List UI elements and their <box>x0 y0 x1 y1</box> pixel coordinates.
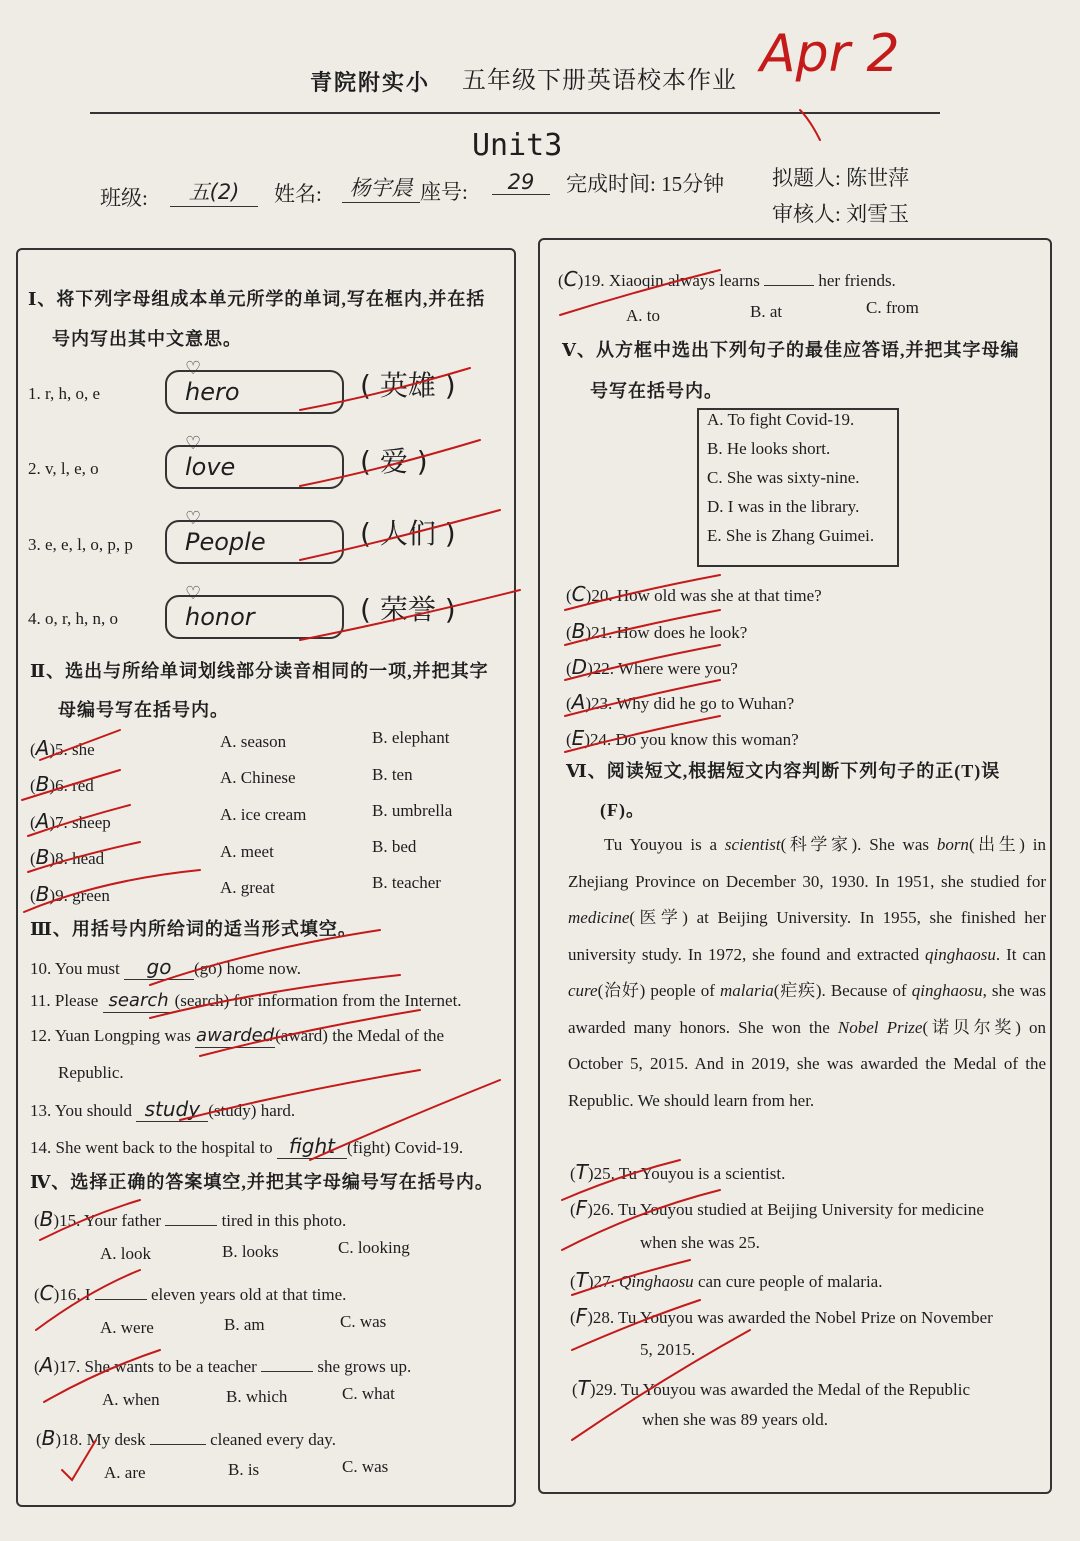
s3-q12: 12. Yuan Longping was awarded(award) the Medal of the <box>30 1025 445 1046</box>
s5-option-e: E. She is Zhang Guimei. <box>707 526 875 545</box>
s4-q16-c: C. was <box>340 1312 387 1331</box>
name-value: 杨宇晨 <box>342 172 420 203</box>
class-field <box>170 176 258 207</box>
s4-q16-b: B. am <box>224 1315 265 1334</box>
s4-q18: (B)18. My desk cleaned every day. <box>36 1426 336 1450</box>
section2-title-cont: 母编号写在括号内。 <box>58 700 229 720</box>
s1-word-box-3 <box>165 508 344 564</box>
s1-word-1: hero <box>185 378 240 406</box>
seat-value: 29 <box>492 170 550 195</box>
section5-title: Ⅴ、从方框中选出下列句子的最佳应答语,并把其字母编 <box>562 340 1020 360</box>
section2-title: Ⅱ、选出与所给单词划线部分读音相同的一项,并把其字 <box>30 661 489 681</box>
s5-q23: (A)23. Why did he go to Wuhan? <box>566 690 795 714</box>
unit-title: Unit3 <box>472 128 563 163</box>
s4-q18-b: B. is <box>228 1460 260 1479</box>
s2-opt-b-5: B. elephant <box>372 728 450 747</box>
heart-icon: ♡ <box>185 358 202 378</box>
s1-cn-3: ( 人们 ) <box>360 517 456 550</box>
s2-row-5: (A)5. she <box>30 736 95 760</box>
s6-q27: (T)27. Qinghaosu can cure people of malaria. <box>570 1268 883 1292</box>
s6-q28: (F)28. Tu Youyou was awarded the Nobel Prize on November <box>570 1304 993 1328</box>
time-label: 完成时间: 15分钟 <box>566 172 725 196</box>
s4-q15-a: A. look <box>100 1244 151 1263</box>
seat-field <box>492 170 550 195</box>
s1-word-2: love <box>185 453 236 481</box>
s1-q2: 2. v, l, e, o <box>28 459 99 478</box>
name-field <box>342 172 420 203</box>
heart-icon: ♡ <box>185 433 202 453</box>
header-divider <box>90 112 940 114</box>
s4-q18-a: A. are <box>104 1463 146 1482</box>
s1-cn-2: ( 爱 ) <box>360 445 428 478</box>
s4-q17-a: A. when <box>102 1390 160 1409</box>
section3-title: Ⅲ、用括号内所给词的适当形式填空。 <box>30 919 357 939</box>
s5-q24: (E)24. Do you know this woman? <box>566 726 799 750</box>
s6-q26: (F)26. Tu Youyou studied at Beijing University for medicine <box>570 1196 984 1220</box>
s2-opt-b-9: B. teacher <box>372 873 441 892</box>
section4-title: Ⅳ、选择正确的答案填空,并把其字母编号写在括号内。 <box>30 1172 494 1192</box>
s2-opt-a-6: A. Chinese <box>220 768 296 787</box>
reading-passage: Tu Youyou is a scientist(科学家). She was born(出生) in Zhejiang Province on December 30, 1930. In 1951, she studied for medicine(医学) at Beijing University. In 1955, she finished her university study. In 1972, she found and extracted qinghaosu. It can cure(治好) people of malaria(疟疾). Because of qinghaosu, she was awarded many honors. She won the Nobel Prize(诺贝尔奖) on October 5, 2015. And in 2019, she was awarded the Medal of the Republic. We should learn from her. <box>568 835 1047 1110</box>
s3-q10: 10. You must go (go) home now. <box>30 955 302 979</box>
s6-q25: (T)25. Tu Youyou is a scientist. <box>570 1160 786 1184</box>
worksheet-title: 五年级下册英语校本作业 <box>462 68 737 94</box>
s2-row-8: (B)8. head <box>30 845 105 869</box>
s5-option-a: A. To fight Covid-19. <box>707 410 855 429</box>
section1-title: Ⅰ、将下列字母组成本单元所学的单词,写在框内,并在括 <box>28 289 486 309</box>
s5-q22: (D)22. Where were you? <box>566 655 738 679</box>
s5-option-b: B. He looks short. <box>707 439 831 458</box>
s2-row-6: (B)6. red <box>30 772 94 796</box>
s5-option-d: D. I was in the library. <box>707 497 860 516</box>
s2-row-7: (A)7. sheep <box>30 809 111 833</box>
s4-q19-a: A. to <box>626 306 660 325</box>
reviewer-label: 审核人: 刘雪玉 <box>772 202 910 226</box>
s3-q13: 13. You should study (study) hard. <box>30 1097 296 1121</box>
s4-q18-c: C. was <box>342 1457 389 1476</box>
s2-row-9: (B)9. green <box>30 882 110 906</box>
s1-cn-1: ( 英雄 ) <box>360 369 456 402</box>
s1-word-3: People <box>185 528 266 556</box>
school-name: 青院附实小 <box>310 70 431 95</box>
section6-title: Ⅵ、阅读短文,根据短文内容判断下列句子的正(T)误 <box>566 761 1001 781</box>
s2-opt-a-5: A. season <box>220 732 287 751</box>
heart-icon: ♡ <box>185 583 202 603</box>
s2-opt-a-9: A. great <box>220 878 275 897</box>
s4-q17-b: B. which <box>226 1387 288 1406</box>
check-mark <box>800 110 820 140</box>
s1-q4: 4. o, r, h, n, o <box>28 609 118 628</box>
s1-q3: 3. e, e, l, o, p, p <box>28 535 133 554</box>
class-value: 五(2) <box>170 176 258 207</box>
s3-q12-cont: Republic. <box>58 1063 124 1082</box>
seat-label: 座号: <box>420 180 468 204</box>
s1-cn-4: ( 荣誉 ) <box>360 593 456 626</box>
s1-word-box-4 <box>165 583 344 639</box>
s4-q15-c: C. looking <box>338 1238 410 1257</box>
s6-q29: (T)29. Tu Youyou was awarded the Medal of the Republic <box>572 1376 971 1400</box>
heart-icon: ♡ <box>185 508 202 528</box>
s4-q16: (C)16. I eleven years old at that time. <box>34 1281 347 1305</box>
s4-q15: (B)15. Your father tired in this photo. <box>34 1207 347 1231</box>
section1-title-cont: 号内写出其中文意思。 <box>52 329 242 349</box>
s6-q26-cont: when she was 25. <box>640 1233 760 1252</box>
s4-q19-b: B. at <box>750 302 783 321</box>
s1-word-box-2 <box>165 433 344 489</box>
name-label: 姓名: <box>274 182 322 206</box>
s1-q1: 1. r, h, o, e <box>28 384 101 403</box>
s1-word-box-1 <box>165 358 344 414</box>
s5-q21: (B)21. How does he look? <box>566 619 748 643</box>
class-label: 班级: <box>100 186 148 210</box>
s3-q11: 11. Please search (search) for information from the Internet. <box>30 990 462 1011</box>
s6-q28-cont: 5, 2015. <box>640 1340 696 1359</box>
s2-opt-b-7: B. umbrella <box>372 801 453 820</box>
s4-q16-a: A. were <box>100 1318 154 1337</box>
s4-q17-c: C. what <box>342 1384 395 1403</box>
section5-title-cont: 号写在括号内。 <box>590 381 723 401</box>
section6-title-cont: (F)。 <box>600 800 645 820</box>
date-scrawl: Apr 2 <box>760 24 900 84</box>
s5-option-c: C. She was sixty-nine. <box>707 468 860 487</box>
s1-word-4: honor <box>185 603 255 631</box>
s2-opt-b-8: B. bed <box>372 837 417 856</box>
s4-q17: (A)17. She wants to be a teacher she grows up. <box>34 1353 412 1377</box>
s2-opt-a-8: A. meet <box>220 842 274 861</box>
s5-options-box <box>697 408 899 567</box>
s4-q19: (C)19. Xiaoqin always learns her friends. <box>558 267 896 291</box>
author-label: 拟题人: 陈世萍 <box>772 166 910 190</box>
s6-q29-cont: when she was 89 years old. <box>642 1410 829 1429</box>
s5-q20: (C)20. How old was she at that time? <box>566 582 822 606</box>
s2-opt-b-6: B. ten <box>372 765 413 784</box>
s4-q19-c: C. from <box>866 298 919 317</box>
s4-q15-b: B. looks <box>222 1242 279 1261</box>
s3-q14: 14. She went back to the hospital to fight (fight) Covid-19. <box>30 1134 464 1158</box>
s2-opt-a-7: A. ice cream <box>220 805 307 824</box>
